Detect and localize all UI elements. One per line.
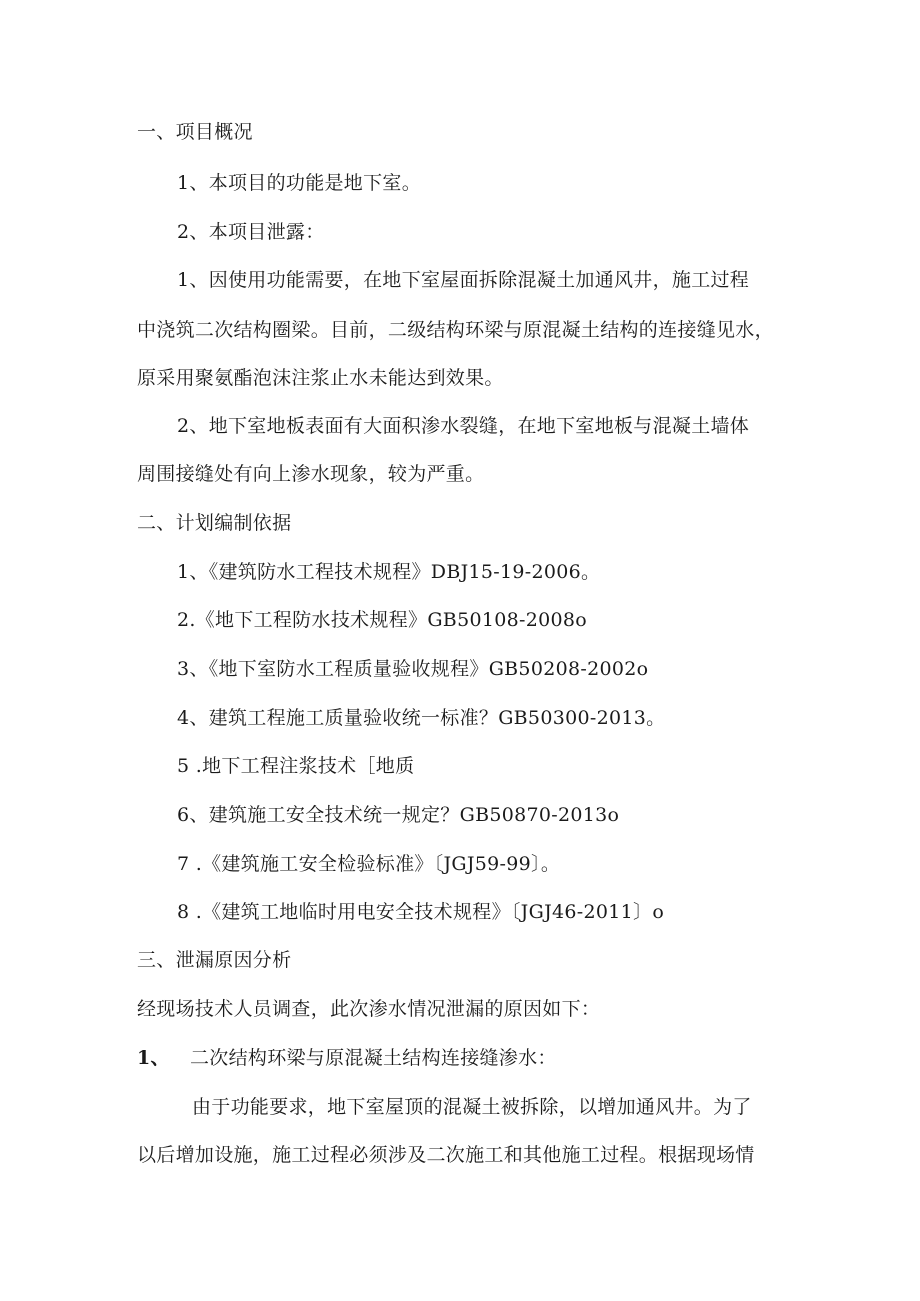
reference-item: 6、建筑施工安全技术统一规定？GB50870-2013o [177, 804, 620, 826]
section-heading-1: 一、项目概况 [137, 121, 253, 143]
reference-item: 7 .《建筑施工安全检验标准》〔JGJ59-99〕。 [177, 853, 561, 875]
reference-item: 4、建筑工程施工质量验收统一标准？GB50300-2013。 [177, 707, 666, 729]
paragraph-line: 经现场技术人员调查，此次渗水情况泄漏的原因如下： [137, 998, 601, 1020]
paragraph-line: 周围接缝处有向上渗水现象，较为严重。 [137, 463, 485, 485]
paragraph-line: 以后增加设施，施工过程必须涉及二次施工和其他施工过程。根据现场情 [137, 1144, 755, 1166]
section-heading-2: 二、计划编制依据 [137, 512, 292, 534]
reference-item: 3、《地下室防水工程质量验收规程》GB50208-2002o [177, 658, 649, 680]
paragraph-line: 2、本项目泄露： [177, 221, 325, 243]
subheading-number: 1、 [137, 1047, 170, 1069]
paragraph-line: 1、本项目的功能是地下室。 [177, 172, 421, 194]
paragraph-line: 原采用聚氨酯泡沫注浆止水未能达到效果。 [137, 367, 504, 389]
reference-item: 5 .地下工程注浆技术［地质 [177, 755, 415, 777]
reference-item: 8 .《建筑工地临时用电安全技术规程》〔JGJ46-2011〕o [177, 901, 665, 923]
paragraph-line: 中浇筑二次结构圈梁。目前，二级结构环梁与原混凝土结构的连接缝见水， [137, 319, 774, 341]
paragraph-line: 2、地下室地板表面有大面积渗水裂缝，在地下室地板与混凝土墙体 [177, 415, 750, 437]
paragraph-line: 由于功能要求，地下室屋顶的混凝土被拆除，以增加通风井。为了 [192, 1096, 752, 1118]
paragraph-line: 1、因使用功能需要，在地下室屋面拆除混凝土加通风井，施工过程 [177, 269, 750, 291]
subheading-text: 二次结构环梁与原混凝土结构连接缝渗水： [190, 1047, 557, 1069]
section-heading-3: 三、泄漏原因分析 [137, 949, 292, 971]
reference-item: 1、《建筑防水工程技术规程》DBJ15-19-2006。 [177, 561, 601, 583]
reference-item: 2.《地下工程防水技术规程》GB50108-2008o [177, 609, 588, 631]
